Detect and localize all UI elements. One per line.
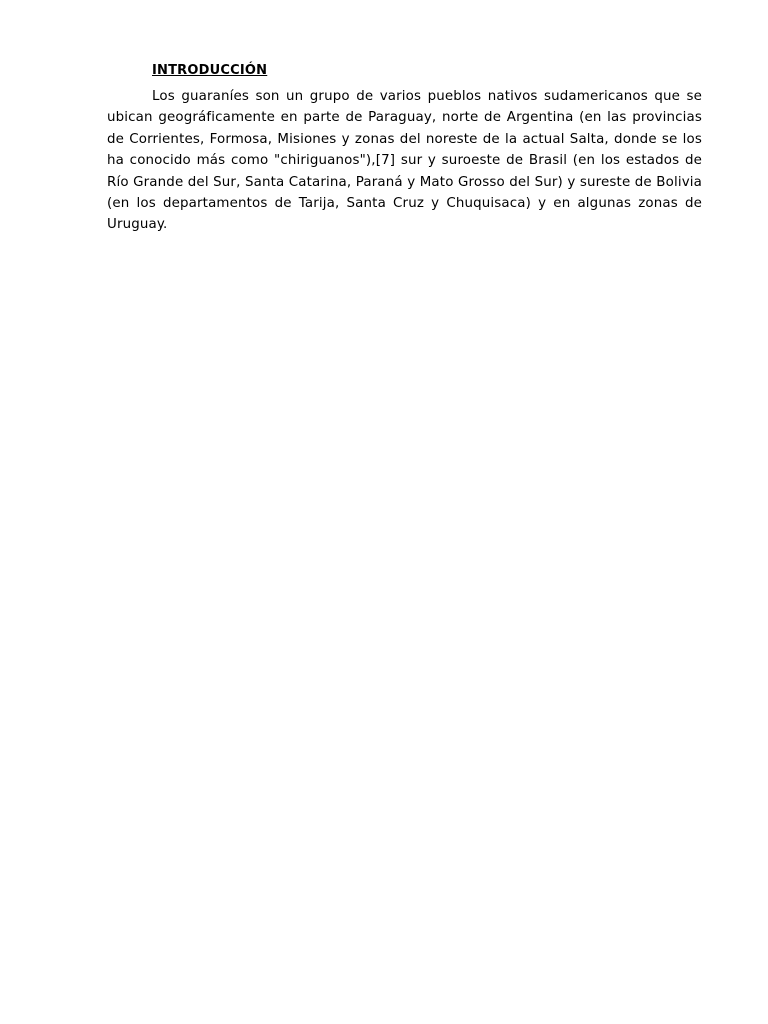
document-content: [107, 62, 702, 236]
intro-paragraph: Los guaraníes son un grupo de varios pueblos nativos sudamericanos que se ubican geográficamente en parte de Paraguay, norte de Argentina (en las provincias de Corrientes, Formosa, Misiones y zonas del noreste de la actual Salta, donde se los ha conocido más como "chiriguanos"),[7] sur y suroeste de Brasil (en los estados de Río Grande del Sur, Santa Catarina, Paraná y Mato Grosso del Sur) y sureste de Bolivia (en los departamentos de Tarija, Santa Cruz y Chuquisaca) y en algunas zonas de Uruguay.: [107, 89, 702, 233]
section-heading: INTRODUCCIÓN: [152, 63, 268, 78]
